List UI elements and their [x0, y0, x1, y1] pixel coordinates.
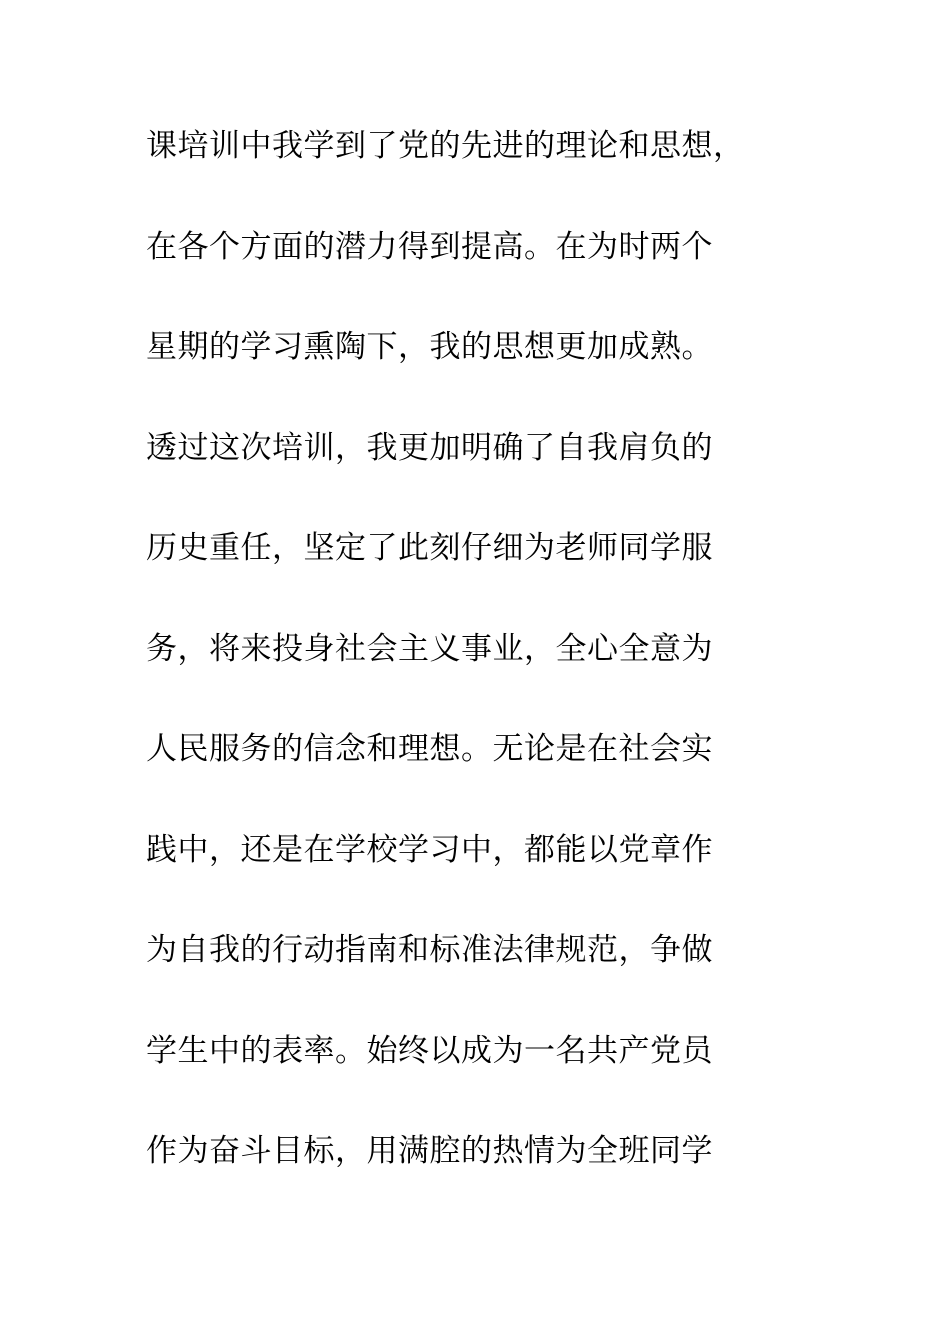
- text-line: 作为奋斗目标，用满腔的热情为全班同学: [146, 1133, 713, 1169]
- text-line: 在各个方面的潜力得到提高。在为时两个: [146, 228, 713, 265]
- text-line: 学生中的表率。始终以成为一名共产党员: [146, 1032, 713, 1069]
- text-line: 践中，还是在学校学习中，都能以党章作: [146, 831, 713, 868]
- text-line: 务，将来投身社会主义事业，全心全意为: [146, 630, 713, 667]
- body-text: [146, 124, 826, 1230]
- text-line: 为自我的行动指南和标准法律规范，争做: [146, 932, 713, 968]
- text-line: 课培训中我学到了党的先进的理论和思想，: [146, 128, 745, 164]
- text-line: 人民服务的信念和理想。无论是在社会实: [146, 731, 713, 767]
- text-line: 历史重任，坚定了此刻仔细为老师同学服: [146, 530, 713, 566]
- text-line: 星期的学习熏陶下，我的思想更加成熟。: [146, 329, 713, 365]
- text-line: 透过这次培训，我更加明确了自我肩负的: [146, 429, 713, 466]
